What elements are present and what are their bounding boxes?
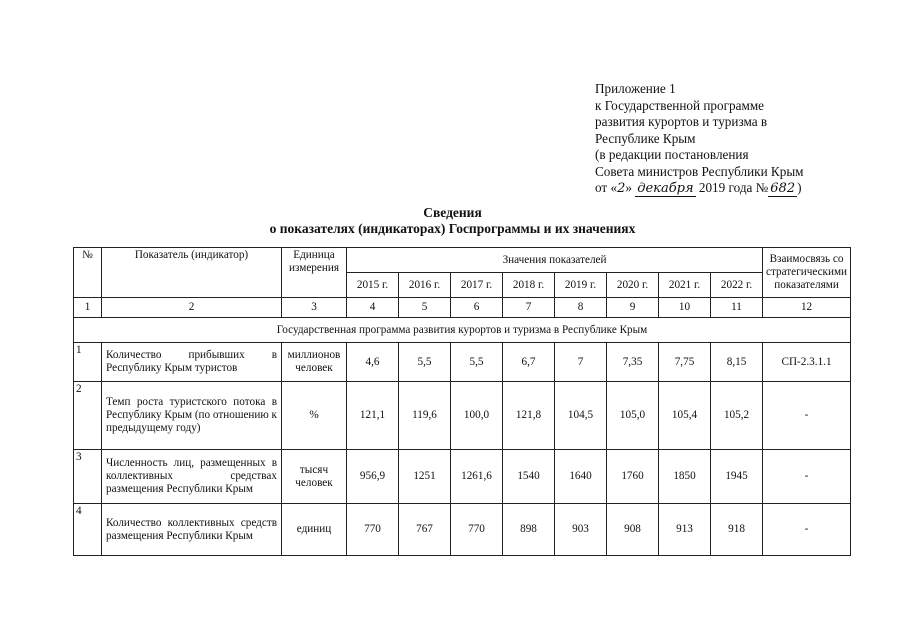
header-year: 2016 г. (399, 273, 451, 298)
column-number: 8 (555, 298, 607, 318)
section-title: Государственная программа развития курортов и туризма в Республике Крым (74, 318, 851, 343)
row-value: 105,4 (659, 382, 711, 450)
column-number: 6 (451, 298, 503, 318)
column-number: 4 (347, 298, 399, 318)
row-value: 121,8 (503, 382, 555, 450)
row-value: 908 (607, 504, 659, 556)
row-value: 7 (555, 343, 607, 382)
row-value: 1760 (607, 450, 659, 504)
header-indicator: Показатель (индикатор) (102, 248, 282, 298)
row-value: 770 (451, 504, 503, 556)
row-num: 2 (74, 382, 102, 450)
row-value: 100,0 (451, 382, 503, 450)
header-year: 2021 г. (659, 273, 711, 298)
heading-title: Сведения (423, 205, 482, 220)
date-prefix: от « (595, 180, 618, 195)
row-value: 1850 (659, 450, 711, 504)
row-value: 1640 (555, 450, 607, 504)
header-year: 2017 г. (451, 273, 503, 298)
row-num: 3 (74, 450, 102, 504)
row-unit: единиц (282, 504, 347, 556)
column-number: 3 (282, 298, 347, 318)
appendix-line: Совета министров Республики Крым (595, 163, 804, 179)
row-value: 7,75 (659, 343, 711, 382)
column-number: 11 (711, 298, 763, 318)
row-value: 1945 (711, 450, 763, 504)
appendix-line: к Государственной программе (595, 97, 765, 113)
row-value: 5,5 (451, 343, 503, 382)
row-value: 903 (555, 504, 607, 556)
row-relation: - (763, 382, 851, 450)
row-value: 5,5 (399, 343, 451, 382)
column-number: 9 (607, 298, 659, 318)
row-relation: - (763, 504, 851, 556)
header-year: 2020 г. (607, 273, 659, 298)
table-row (74, 343, 851, 382)
row-value: 105,2 (711, 382, 763, 450)
row-value: 1540 (503, 450, 555, 504)
row-unit: миллионов человек (282, 343, 347, 382)
row-value: 105,0 (607, 382, 659, 450)
row-indicator: Количество коллективных средств размещения Республики Крым (102, 504, 282, 556)
row-value: 913 (659, 504, 711, 556)
header-year: 2018 г. (503, 273, 555, 298)
heading-subtitle: о показателях (индикаторах) Госпрограммы и их значениях (269, 221, 636, 236)
date-year-text: 2019 года № (698, 180, 769, 195)
row-relation: - (763, 450, 851, 504)
column-number: 12 (763, 298, 851, 318)
row-relation: СП-2.3.1.1 (763, 343, 851, 382)
row-num: 1 (74, 343, 102, 382)
appendix-line: развития курортов и туризма в (595, 114, 768, 129)
handwritten-day: 2 (617, 181, 626, 196)
row-value: 770 (347, 504, 399, 556)
handwritten-number: 682 (770, 181, 796, 196)
column-number: 10 (659, 298, 711, 318)
handwritten-month: декабря (637, 181, 694, 196)
appendix-line: Республике Крым (595, 130, 696, 146)
document-heading (0, 205, 905, 237)
row-num: 4 (74, 504, 102, 556)
appendix-line: Приложение 1 (595, 81, 676, 96)
appendix-date-line (595, 180, 804, 198)
row-value: 7,35 (607, 343, 659, 382)
row-value: 956,9 (347, 450, 399, 504)
row-value: 119,6 (399, 382, 451, 450)
column-number: 1 (74, 298, 102, 318)
row-value: 8,15 (711, 343, 763, 382)
table-row (74, 382, 851, 450)
row-value: 1261,6 (451, 450, 503, 504)
header-year: 2015 г. (347, 273, 399, 298)
row-value: 6,7 (503, 343, 555, 382)
column-numbers-row (74, 298, 851, 318)
table-row (74, 450, 851, 504)
column-number: 7 (503, 298, 555, 318)
row-value: 767 (399, 504, 451, 556)
date-suffix: ) (797, 180, 802, 195)
header-relation: Взаимосвязь со стратегическими показателями (763, 248, 851, 298)
row-value: 4,6 (347, 343, 399, 382)
header-unit: Единица измерения (282, 248, 347, 298)
header-num: № (74, 248, 102, 298)
appendix-line: (в редакции постановления (595, 147, 749, 162)
row-value: 918 (711, 504, 763, 556)
appendix-block (595, 81, 804, 198)
header-year: 2022 г. (711, 273, 763, 298)
indicators-table (73, 247, 851, 556)
header-year: 2019 г. (555, 273, 607, 298)
column-number: 5 (399, 298, 451, 318)
row-value: 104,5 (555, 382, 607, 450)
row-value: 898 (503, 504, 555, 556)
header-values-group: Значения показателей (347, 248, 763, 273)
row-value: 1251 (399, 450, 451, 504)
row-indicator: Темп роста туристского потока в Республику Крым (по отношению к предыдущему году) (102, 382, 282, 450)
column-number: 2 (102, 298, 282, 318)
table-row (74, 504, 851, 556)
row-indicator: Количество прибывших в Республику Крым туристов (102, 343, 282, 382)
row-unit: % (282, 382, 347, 450)
row-unit: тысяч человек (282, 450, 347, 504)
row-indicator: Численность лиц, размещенных в коллективных средствах размещения Республики Крым (102, 450, 282, 504)
date-mid: » (625, 180, 632, 195)
row-value: 121,1 (347, 382, 399, 450)
